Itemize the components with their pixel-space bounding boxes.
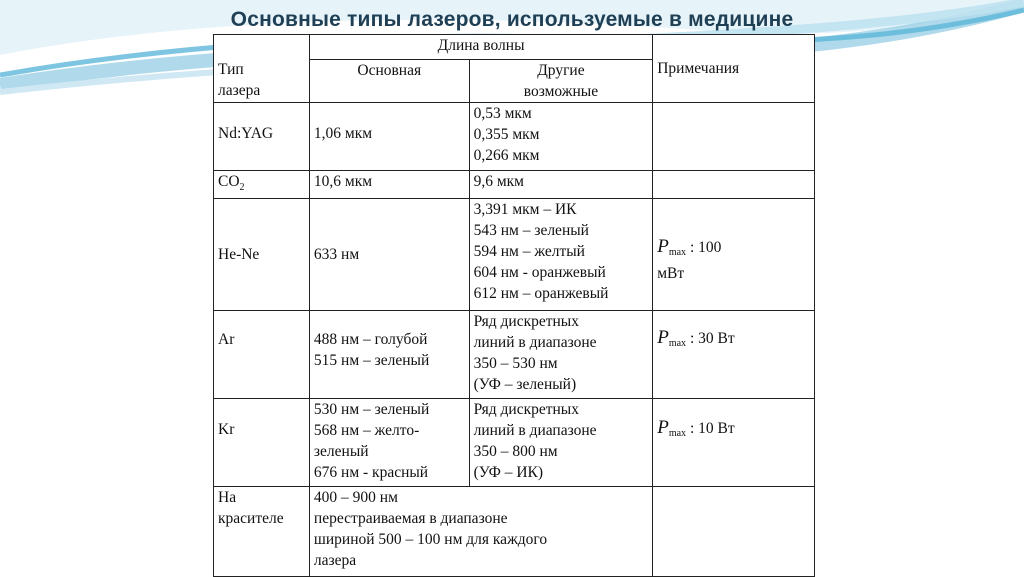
note-cell — [653, 399, 815, 487]
table-row — [214, 103, 815, 171]
power-value: 100 — [698, 238, 722, 256]
power-subscript: max — [668, 338, 687, 350]
power-symbol: P — [657, 327, 669, 349]
header-main: Основная — [309, 60, 469, 103]
header-row — [214, 35, 815, 60]
laser-type: Ar — [214, 311, 310, 399]
main-wavelength: 488 нм – голубой 515 нм – зеленый — [309, 311, 469, 399]
laser-type: He-Ne — [214, 199, 310, 311]
power-separator: : — [689, 330, 695, 348]
power-symbol: P — [657, 417, 669, 439]
laser-type: На красителе — [214, 487, 310, 577]
header-wavelength: Длина волны — [309, 35, 652, 60]
other-wavelengths: Ряд дискретных линий в диапазоне 350 – 530 нм (УФ – зеленый) — [469, 311, 653, 399]
laser-type: Nd:YAG — [214, 103, 310, 171]
header-notes: Примечания — [653, 35, 815, 103]
note-cell — [653, 171, 815, 199]
power-separator: : — [689, 238, 695, 256]
table-row — [214, 399, 815, 487]
power-value: 30 Вт — [698, 330, 735, 348]
power-unit: мВт — [657, 264, 685, 282]
dye-laser-description: 400 – 900 нм перестраиваемая в диапазоне шириной 500 – 100 нм для каждого лазера — [309, 487, 652, 577]
table-row — [214, 199, 815, 311]
power-value: 10 Вт — [698, 420, 735, 438]
other-wavelengths: Ряд дискретных линий в диапазоне 350 – 800 нм (УФ – ИК) — [469, 399, 653, 487]
other-wavelengths: 3,391 мкм – ИК 543 нм – зеленый 594 нм – желтый 604 нм - оранжевый 612 нм – оранжевый — [469, 199, 653, 311]
table-row — [214, 487, 815, 577]
table-row — [214, 171, 815, 199]
header-other: Другие возможные — [469, 60, 653, 103]
laser-types-table — [213, 34, 815, 577]
other-wavelengths: 9,6 мкм — [469, 171, 653, 199]
note-cell — [653, 487, 815, 577]
header-type: Тип лазера — [214, 35, 310, 103]
main-wavelength: 530 нм – зеленый 568 нм – желто- зеленый 676 нм - красный — [309, 399, 469, 487]
other-wavelengths: 0,53 мкм 0,355 мкм 0,266 мкм — [469, 103, 653, 171]
note-cell — [653, 103, 815, 171]
note-cell — [653, 199, 815, 311]
main-wavelength: 10,6 мкм — [309, 171, 469, 199]
power-symbol: P — [657, 235, 669, 257]
main-wavelength: 633 нм — [309, 199, 469, 311]
power-subscript: max — [668, 246, 687, 258]
main-wavelength: 1,06 мкм — [309, 103, 469, 171]
laser-type — [214, 171, 310, 199]
laser-type-text: CO — [218, 173, 240, 190]
power-subscript: max — [668, 428, 687, 440]
document-page — [213, 34, 815, 576]
laser-type: Kr — [214, 399, 310, 487]
power-separator: : — [689, 420, 695, 438]
laser-type-subscript: 2 — [239, 182, 245, 194]
slide-title: Основные типы лазеров, используемые в медицине — [230, 8, 794, 31]
table-row — [214, 311, 815, 399]
note-cell — [653, 311, 815, 399]
